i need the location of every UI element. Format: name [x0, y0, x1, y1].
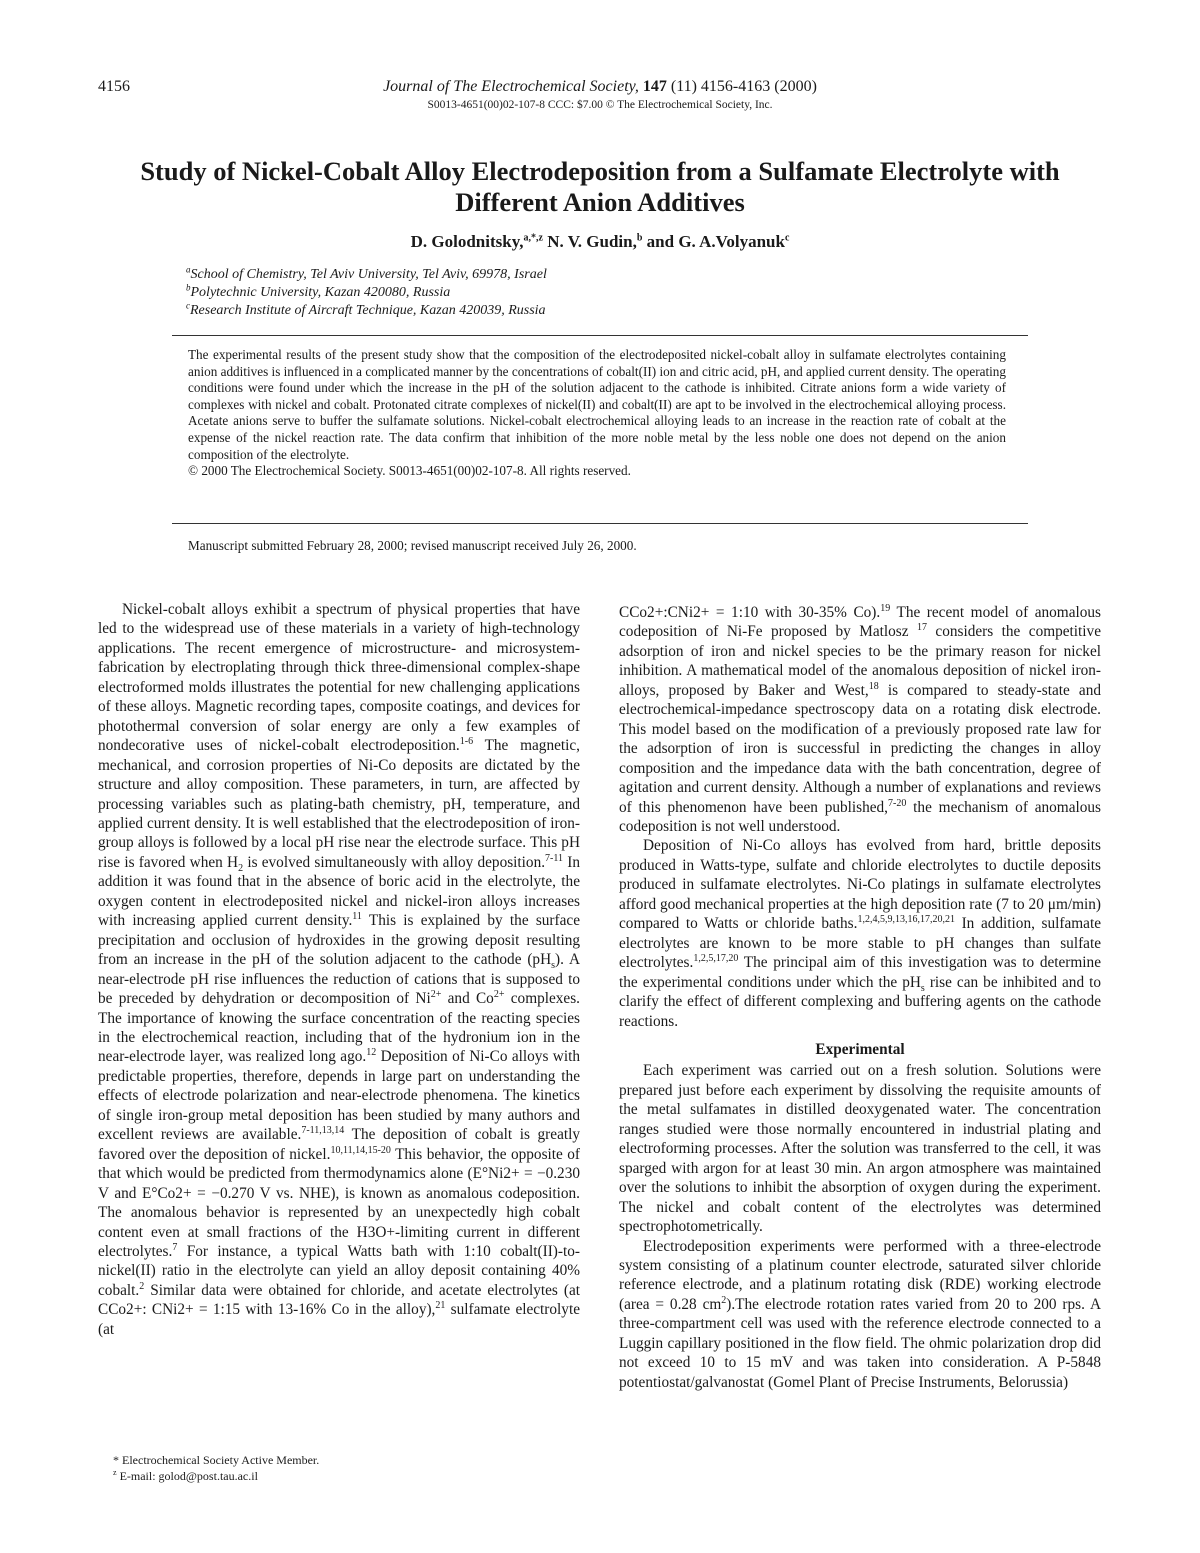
- experimental-paragraph-2: Electrodeposition experiments were performed with a three-electrode system consisting of a platinum counter electrode, saturated silver chloride reference electrode, and a platinum rotating disk (RDE) working electrode (area = 0.28 $cm^2).The$ electrode rotation rates varied from 20 to 200 rps. A three-compartment cell was used with the reference electrode connected to a Luggin capillary positioned in the flow field. The ohmic polarization drop did not exceed 10 to 15 mV and was taken into consideration. A P-5848 potentiostat/galvanostat (Gomel Plant of Precise Instruments, Belorussia): [619, 1237, 1101, 1391]
- continued-paragraph: CCo2+:CNi2+ = 1:10 with 30-35% Co).$^{19}$ The recent model of anomalous codeposition of Ni-Fe proposed by Matlosz $^{17}$ considers the competitive adsorption of iron and nickel species to be the primary reason for nickel inhibition. A mathematical model of the anomalous deposition of nickel iron-alloys, proposed by Baker and West,$^{18}$ is compared to steady-state and electrochemical-impedance spectroscopy data on a rotating disk electrode. This model based on the modification of a previously proposed rate law for the adsorption of iron is successful in predicting the changes in alloy composition and the impedance data with the bath concentration, degree of agitation and current density. Although a number of explanations and reviews of this phenomenon have been published,$^{7-20}$ the mechanism of anomalous codeposition is not well understood.: [619, 602, 1101, 835]
- experimental-paragraph-1: Each experiment was carried out on a fresh solution. Solutions were prepared just before each experiment by dissolving the requisite amounts of the metal sulfamates in distilled deoxygenated water. The concentration ranges studied were those normally encountered in industrial plating and electroforming processes. After the solution was transferred to the cell, it was sparged with argon for at least 30 min. An argon atmosphere was maintained over the solutions to inhibit the absorption of oxygen during the experiment. The nickel and cobalt content of the electrolytes was determined spectrophotometrically.: [619, 1062, 1101, 1236]
- citation: 1-6: [459, 736, 474, 748]
- citation: 11: [352, 911, 362, 923]
- affiliation-c: [186, 300, 546, 319]
- author-2: N. V. Gudin,: [542, 232, 637, 251]
- footnote-member: [113, 1453, 319, 1468]
- abstract-copyright: © 2000 The Electrochemical Society. S0013-4651(00)02-107-8. All rights reserved.: [188, 463, 631, 479]
- citation: 17: [916, 622, 927, 634]
- citation: 1,2,4,5,9,13,16,17,20,21: [857, 914, 955, 926]
- body-left-column: [98, 600, 580, 1339]
- journal-name: Journal of The Electrochemical Society,: [383, 78, 639, 95]
- paper-title: Study of Nickel-Cobalt Alloy Electrodeposition from a Sulfamate Electrolyte with Different Anion Additives: [140, 156, 1060, 217]
- affiliation-mark: b: [186, 282, 191, 293]
- abstract-top-rule: [172, 335, 1028, 336]
- section-heading-experimental: Experimental: [815, 1040, 905, 1058]
- citation: 19: [880, 602, 891, 614]
- journal-citation: [0, 78, 1200, 96]
- abstract-bottom-rule: [172, 523, 1028, 524]
- author-3-marks: c: [784, 232, 790, 244]
- body-right-column: [619, 603, 1101, 1392]
- citation: 7-11: [545, 852, 564, 864]
- footnote-email: [113, 1469, 258, 1484]
- citation: 21: [435, 1300, 446, 1312]
- author-2-marks: b: [636, 232, 643, 244]
- abstract-text: The experimental results of the present study show that the composition of the electrodeposited nickel-cobalt alloy in sulfamate electrolytes containing anion additives is influenced in a complicated manner by the concentrations of cobalt(II) ion and citric acid, pH, and applied current density. The operating conditions were found under which the increase in the pH of the solution adjacent to the cathode is inhibited. Citrate anions form a wide variety of complexes with nickel and cobalt. Protonated citrate complexes of nickel(II) and cobalt(II) are apt to be involved in the electrochemical alloying process. Acetate anions serve to buffer the sulfamate solutions. Nickel-cobalt electrochemical alloying leads to an increase in the reaction rate of cobalt at the expense of the nickel reaction rate. The data confirm that inhibition of the more noble metal by the less noble one does not depend on the anion composition of the electrolyte.: [188, 347, 1006, 462]
- citation: 7: [172, 1241, 178, 1253]
- journal-code-line: S0013-4651(00)02-107-8 CCC: $7.00 © The Electrochemical Society, Inc.: [427, 99, 773, 111]
- journal-issue-pages: (11) 4156-4163 (2000): [670, 78, 817, 95]
- author-1: D. Golodnitsky,: [410, 232, 524, 251]
- footnote-mark: *: [113, 1453, 119, 1467]
- affiliation-mark: a: [186, 264, 191, 275]
- abstract: [188, 347, 1006, 480]
- citation: 18: [868, 680, 879, 692]
- citation: 1,2,5,17,20: [693, 953, 739, 965]
- author-1-marks: a,*,z: [523, 232, 543, 244]
- affiliation-mark: c: [186, 300, 190, 311]
- footnote-text: Electrochemical Society Active Member.: [122, 1453, 320, 1467]
- sulfamate-paragraph: Deposition of Ni-Co alloys has evolved from hard, brittle deposits produced in Watts-type, sulfate and chloride electrolytes to ductile deposits produced in sulfamate electrolytes. Ni-Co platings in sulfamate electrolytes afford good mechanical properties at the high deposition rate (7 to 20 μm/min) compared to Watts or chloride baths.$^{1,2,4,5,9,13,16,17,20,21}$ In addition, sulfamate electrolytes are known to be more stable to pH changes than sulfate electrolytes.$^{1,2,5,17,20}$ The principal aim of this investigation was to determine the experimental conditions under which the $pH_s$ rise can be inhibited and to clarify the effect of different complexing and buffering agents on the cathode reactions.: [619, 837, 1101, 1030]
- affiliation-text: Polytechnic University, Kazan 420080, Russia: [190, 285, 451, 300]
- page-number: 4156: [98, 78, 130, 95]
- citation: 7-20: [888, 797, 907, 809]
- citation: 7-11,13,14: [301, 1125, 345, 1137]
- author-list: [0, 232, 1200, 252]
- footnote-text: E-mail: golod@post.tau.ac.il: [119, 1469, 258, 1483]
- affiliation-a: [186, 264, 547, 283]
- intro-paragraph: Nickel-cobalt alloys exhibit a spectrum of physical properties that have led to the widespread use of these materials in a variety of high-technology applications. The recent emergence of microstructure- and microsystem-fabrication by electroplating through thick three-dimensional complex-shape electroformed molds illustrates the potential for new challenging applications of these alloys. Magnetic recording tapes, composite coatings, and devices for photothermal conversion of solar energy are only a few examples of nondecorative uses of nickel-cobalt electrodeposition.$^{1-6}$ The magnetic, mechanical, and corrosion properties of Ni-Co deposits are dictated by the structure and alloy composition. These parameters, in turn, are affected by processing variables such as plating-bath chemistry, pH, temperature, and applied current density. It is well established that the electrodeposition of iron-group alloys is followed by a local pH rise near the electrode surface. This pH rise is favored when $H_2$ is evolved simultaneously with alloy deposition.$^{7-11}$ In addition it was found that in the absence of boric acid in the electrolyte, the oxygen content in electrodeposited nickel and nickel-iron alloys increases with increasing applied current density.$^{11}$ This is explained by the surface precipitation and occlusion of hydroxides in the growing deposit resulting from an increase in the pH of the solution adjacent to the cathode $(pH_s)$. A near-electrode pH rise influences the reduction of cations that is supposed to be preceded by dehydration or decomposition of $Ni^{2+}$ and $Co^{2+}$ complexes. The importance of knowing the surface concentration of the reacting species in the electrochemical reaction, including that of the hydronium ion in the near-electrode layer, was realized long ago.$^{12}$ Deposition of Ni-Co alloys with predictable properties, therefore, depends in large part on understanding the effects of electrode polarization and near-electrode phenomena. The kinetics of single iron-group metal deposition has been studied by many authors and excellent reviews are available.$^{7-11,13,14}$ The deposition of cobalt is greatly favored over the deposition of nickel.$^{10,11,14,15-20}$ This behavior, the opposite of that which would be predicted from thermodynamics alone (E°Ni2+ = −0.230 V and E°Co2+ = −0.270 V vs. NHE), is known as anomalous codeposition. The anomalous behavior is represented by an unexpectedly high cobalt content even at small fractions of the H3O+-limiting current in different electrolytes.$^7$ For instance, a typical Watts bath with 1:10 cobalt(II)-to-nickel(II) ratio in the electrolyte can yield an alloy deposit containing 40% cobalt.$^2$ Similar data were obtained for chloride, and acetate electrolytes (at CCo2+: CNi2+ = 1:15 with 13-16% Co in the alloy),$^{21}$ sulfamate electrolyte (at: [98, 601, 581, 1338]
- affiliation-b: [186, 282, 451, 301]
- citation: 10,11,14,15-20: [330, 1144, 391, 1156]
- footnote-mark: z: [113, 1468, 117, 1477]
- citation: 2: [139, 1280, 145, 1292]
- manuscript-dates: Manuscript submitted February 28, 2000; revised manuscript received July 26, 2000.: [188, 538, 637, 553]
- citation: 12: [366, 1047, 377, 1059]
- journal-volume: 147: [642, 78, 667, 95]
- affiliation-text: School of Chemistry, Tel Aviv University, Tel Aviv, 69978, Israel: [190, 267, 547, 282]
- author-3: and G. A.Volyanuk: [642, 232, 785, 251]
- affiliation-text: Research Institute of Aircraft Technique, Kazan 420039, Russia: [190, 303, 546, 318]
